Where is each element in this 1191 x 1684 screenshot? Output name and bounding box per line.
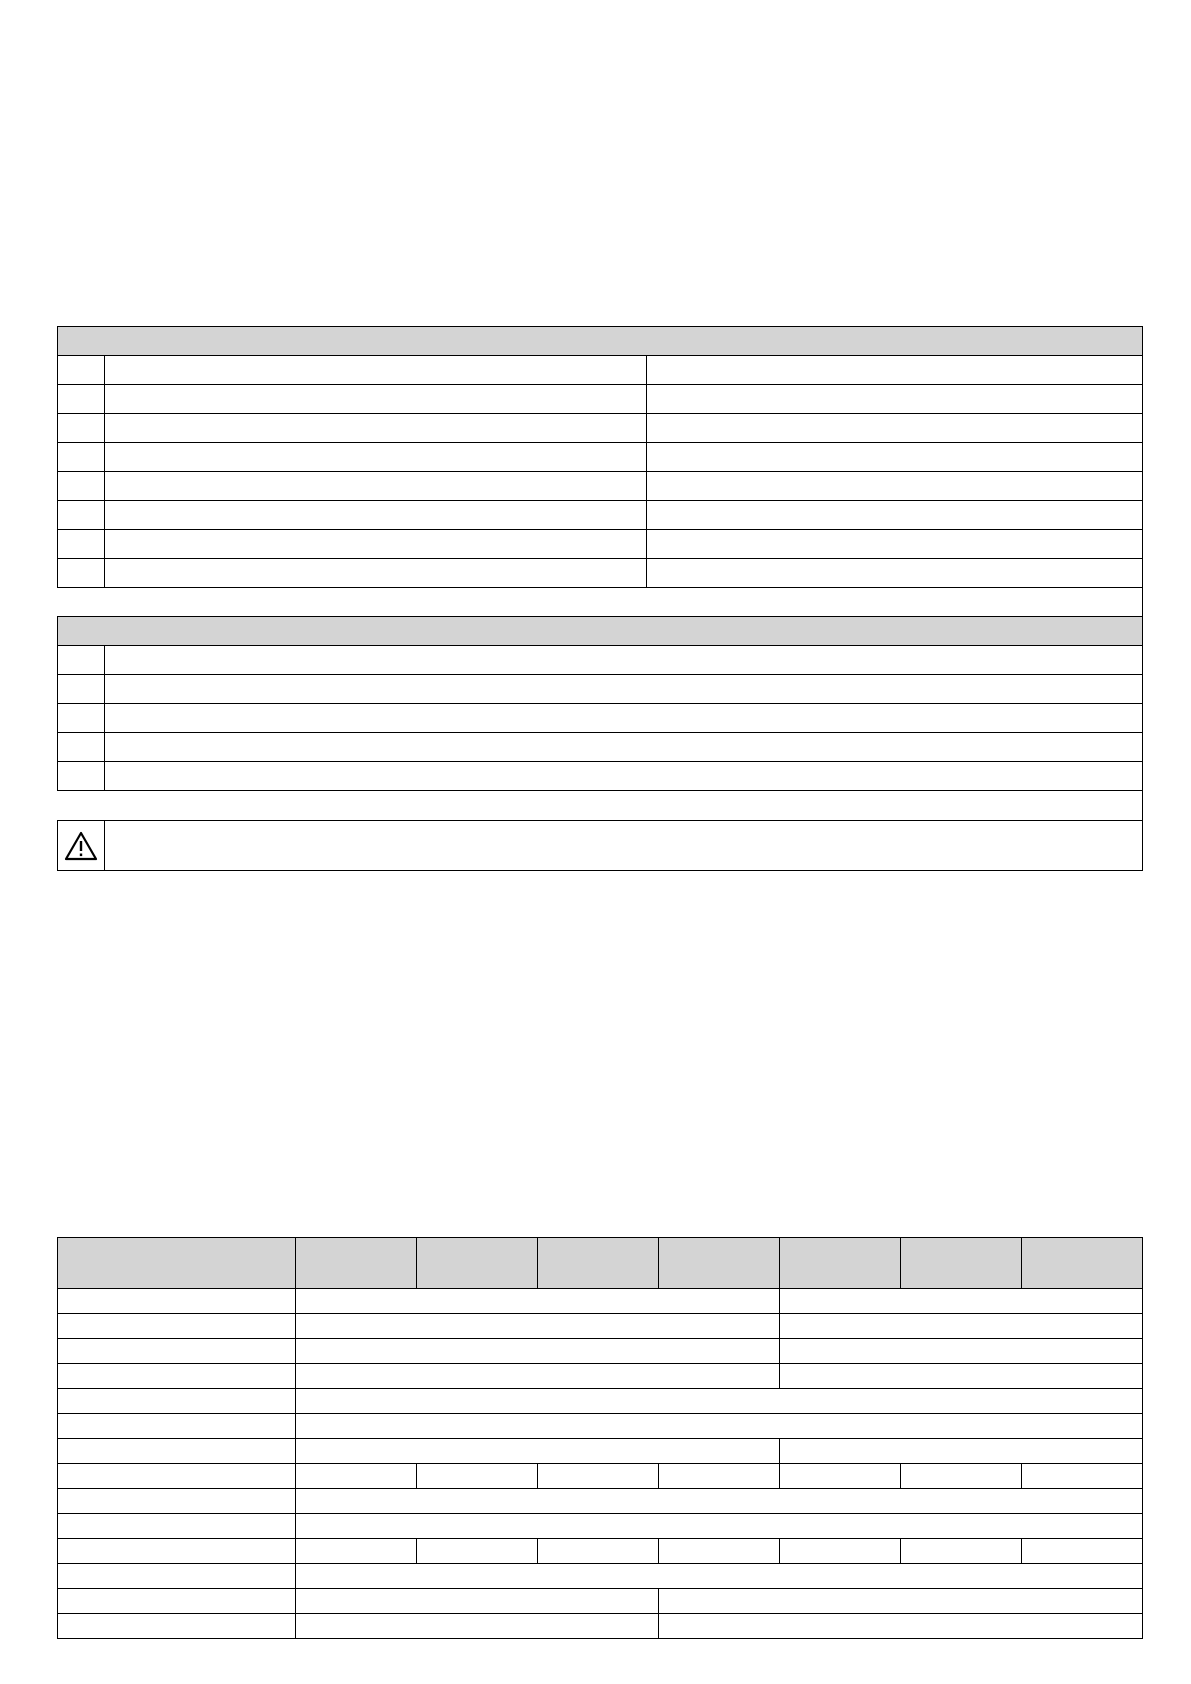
spec-value bbox=[296, 1314, 780, 1339]
row-number bbox=[58, 472, 105, 501]
spec-table bbox=[57, 1237, 1143, 1639]
spec-value bbox=[417, 1539, 538, 1564]
spec-value bbox=[780, 1439, 1143, 1464]
spec-row bbox=[58, 1589, 1143, 1614]
spec-value bbox=[296, 1539, 417, 1564]
table-row bbox=[58, 356, 1143, 385]
spec-label bbox=[58, 1289, 296, 1314]
model-column-header bbox=[901, 1238, 1022, 1289]
spec-value bbox=[296, 1389, 1143, 1414]
spec-row bbox=[58, 1364, 1143, 1389]
control-text bbox=[105, 646, 1143, 675]
spec-label bbox=[58, 1439, 296, 1464]
warning-triangle-icon bbox=[63, 830, 99, 862]
spec-value bbox=[296, 1414, 1143, 1439]
model-column-header bbox=[1022, 1238, 1143, 1289]
part-name bbox=[105, 472, 647, 501]
controls-table-header bbox=[58, 617, 1143, 646]
row-number bbox=[58, 501, 105, 530]
spec-value bbox=[659, 1614, 1143, 1639]
spacer-row bbox=[58, 588, 1143, 617]
part-name bbox=[105, 414, 647, 443]
spec-value bbox=[780, 1539, 901, 1564]
spec-label bbox=[58, 1564, 296, 1589]
part-name bbox=[105, 356, 647, 385]
control-text bbox=[105, 704, 1143, 733]
spec-label bbox=[58, 1489, 296, 1514]
spec-label bbox=[58, 1414, 296, 1439]
spec-value bbox=[296, 1364, 780, 1389]
controls-table-header-row bbox=[58, 617, 1143, 646]
part-value bbox=[647, 501, 1143, 530]
spacer-row bbox=[58, 791, 1143, 820]
part-value bbox=[647, 530, 1143, 559]
spec-row bbox=[58, 1389, 1143, 1414]
spec-row bbox=[58, 1539, 1143, 1564]
spec-value bbox=[296, 1439, 780, 1464]
table-row bbox=[58, 501, 1143, 530]
spec-value bbox=[538, 1464, 659, 1489]
model-column-header bbox=[296, 1238, 417, 1289]
spec-row bbox=[58, 1289, 1143, 1314]
row-number bbox=[58, 443, 105, 472]
model-column-header bbox=[780, 1238, 901, 1289]
model-column-header bbox=[417, 1238, 538, 1289]
spec-value bbox=[296, 1589, 659, 1614]
row-number bbox=[58, 762, 105, 791]
part-name bbox=[105, 443, 647, 472]
spec-value bbox=[296, 1564, 1143, 1589]
spec-label bbox=[58, 1589, 296, 1614]
spec-row bbox=[58, 1514, 1143, 1539]
spec-label bbox=[58, 1614, 296, 1639]
row-number bbox=[58, 356, 105, 385]
table-row bbox=[58, 559, 1143, 588]
spec-row bbox=[58, 1489, 1143, 1514]
spec-row bbox=[58, 1564, 1143, 1589]
part-value bbox=[647, 385, 1143, 414]
spec-row bbox=[58, 1464, 1143, 1489]
table-row bbox=[58, 733, 1143, 762]
spacer-cell bbox=[58, 791, 1143, 820]
parts-table-header-row bbox=[58, 327, 1143, 356]
spec-value bbox=[296, 1614, 659, 1639]
control-text bbox=[105, 733, 1143, 762]
part-name bbox=[105, 501, 647, 530]
part-value bbox=[647, 559, 1143, 588]
spacer-cell bbox=[58, 588, 1143, 617]
parts-table-header bbox=[58, 327, 1143, 356]
spec-value bbox=[1022, 1464, 1143, 1489]
row-number bbox=[58, 675, 105, 704]
spec-value bbox=[417, 1464, 538, 1489]
spec-value bbox=[296, 1339, 780, 1364]
row-number bbox=[58, 733, 105, 762]
spec-value bbox=[780, 1339, 1143, 1364]
spec-value bbox=[538, 1539, 659, 1564]
spec-value bbox=[659, 1464, 780, 1489]
spec-value bbox=[296, 1464, 417, 1489]
model-column-header bbox=[659, 1238, 780, 1289]
spec-label bbox=[58, 1389, 296, 1414]
parts-table bbox=[57, 326, 1143, 820]
spec-row bbox=[58, 1614, 1143, 1639]
control-text bbox=[105, 675, 1143, 704]
warning-icon-cell bbox=[58, 821, 105, 871]
part-name bbox=[105, 385, 647, 414]
spec-value bbox=[780, 1464, 901, 1489]
spec-value bbox=[659, 1539, 780, 1564]
spec-label bbox=[58, 1314, 296, 1339]
spec-header-label bbox=[58, 1238, 296, 1289]
spec-row bbox=[58, 1339, 1143, 1364]
warning-box bbox=[57, 820, 1143, 871]
row-number bbox=[58, 385, 105, 414]
row-number bbox=[58, 414, 105, 443]
table-row bbox=[58, 762, 1143, 791]
spec-header-row bbox=[58, 1238, 1143, 1289]
row-number bbox=[58, 530, 105, 559]
part-name bbox=[105, 559, 647, 588]
part-value bbox=[647, 356, 1143, 385]
spec-value bbox=[296, 1289, 780, 1314]
control-text bbox=[105, 762, 1143, 791]
spec-value bbox=[780, 1289, 1143, 1314]
spec-label bbox=[58, 1364, 296, 1389]
spec-row bbox=[58, 1414, 1143, 1439]
row-number bbox=[58, 704, 105, 733]
table-row bbox=[58, 443, 1143, 472]
spec-label bbox=[58, 1464, 296, 1489]
warning-text bbox=[105, 821, 1143, 871]
warning-row bbox=[58, 821, 1143, 871]
model-column-header bbox=[538, 1238, 659, 1289]
part-value bbox=[647, 443, 1143, 472]
spec-value bbox=[659, 1589, 1143, 1614]
spec-value bbox=[296, 1514, 1143, 1539]
table-row bbox=[58, 675, 1143, 704]
spec-label bbox=[58, 1514, 296, 1539]
table-row bbox=[58, 646, 1143, 675]
spec-label bbox=[58, 1539, 296, 1564]
part-value bbox=[647, 414, 1143, 443]
table-row bbox=[58, 472, 1143, 501]
spec-value bbox=[1022, 1539, 1143, 1564]
spec-value bbox=[296, 1489, 1143, 1514]
table-row bbox=[58, 414, 1143, 443]
spec-label bbox=[58, 1339, 296, 1364]
spec-value bbox=[780, 1364, 1143, 1389]
row-number bbox=[58, 559, 105, 588]
spec-value bbox=[780, 1314, 1143, 1339]
part-value bbox=[647, 472, 1143, 501]
spec-row bbox=[58, 1439, 1143, 1464]
row-number bbox=[58, 646, 105, 675]
spec-row bbox=[58, 1314, 1143, 1339]
table-row bbox=[58, 385, 1143, 414]
table-row bbox=[58, 530, 1143, 559]
spec-value bbox=[901, 1464, 1022, 1489]
table-row bbox=[58, 704, 1143, 733]
part-name bbox=[105, 530, 647, 559]
spec-value bbox=[901, 1539, 1022, 1564]
